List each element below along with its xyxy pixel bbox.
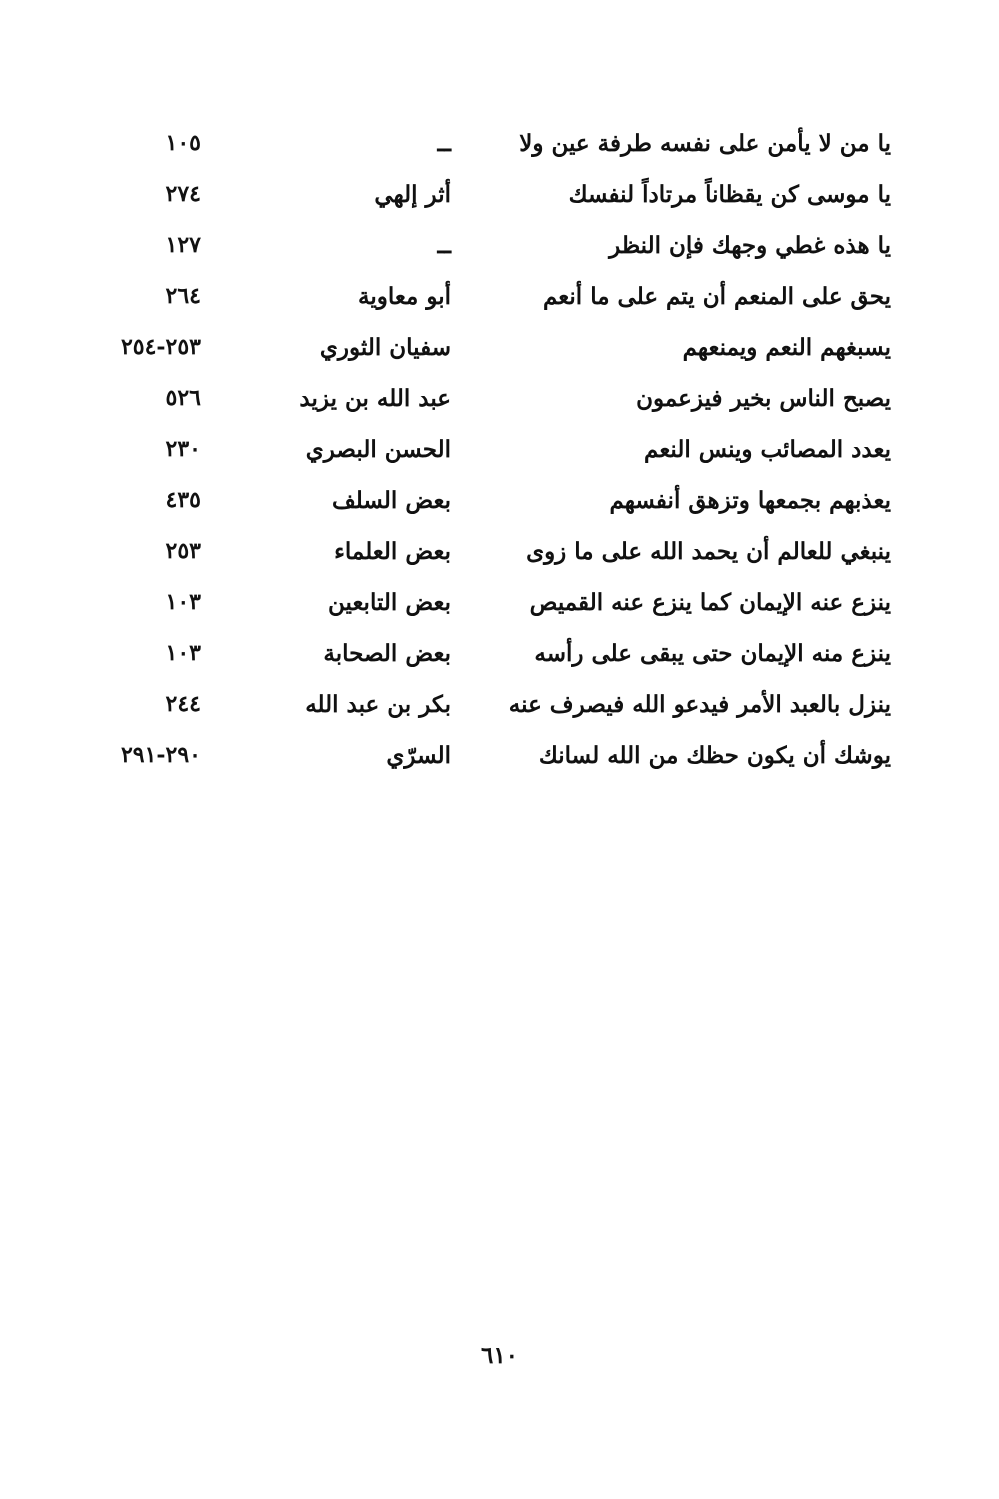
source-name: بعض الصحابة <box>323 640 451 667</box>
saying-text: يا هذه غطي وجهك فإن النظر <box>609 232 891 259</box>
index-row <box>91 169 891 220</box>
page-reference: ١٠٣ <box>165 640 201 666</box>
source-name: ــ <box>437 130 451 157</box>
saying-text: ينبغي للعالم أن يحمد الله على ما زوى <box>526 538 891 565</box>
page-reference: ١٢٧ <box>165 232 201 258</box>
index-row <box>91 475 891 526</box>
index-row <box>91 373 891 424</box>
saying-text: يصبح الناس بخير فيزعمون <box>636 385 891 412</box>
page-reference: ٢٩٠-٢٩١ <box>120 742 201 768</box>
source-name: عبد الله بن يزيد <box>299 385 451 412</box>
saying-text: يعدد المصائب وينس النعم <box>644 436 891 463</box>
page-reference: ٢٣٠ <box>165 436 201 462</box>
source-name: السرّي <box>386 742 451 769</box>
source-name: أبو معاوية <box>358 283 451 310</box>
source-name: بعض التابعين <box>328 589 451 616</box>
index-row <box>91 220 891 271</box>
saying-text: يا من لا يأمن على نفسه طرفة عين ولا <box>519 130 891 157</box>
saying-text: يسبغهم النعم ويمنعهم <box>682 334 891 361</box>
source-name: ــ <box>437 232 451 259</box>
source-name: الحسن البصري <box>305 436 451 463</box>
index-row <box>91 424 891 475</box>
page-reference: ٢٥٣ <box>165 538 201 564</box>
index-row <box>91 271 891 322</box>
index-row <box>91 322 891 373</box>
source-name: سفيان الثوري <box>319 334 451 361</box>
saying-text: ينزع منه الإيمان حتى يبقى على رأسه <box>534 640 891 667</box>
page-reference: ٥٢٦ <box>165 385 201 411</box>
saying-text: يا موسى كن يقظاناً مرتاداً لنفسك <box>568 181 891 208</box>
index-row <box>91 526 891 577</box>
page-reference: ٢٥٣-٢٥٤ <box>120 334 201 360</box>
index-row <box>91 628 891 679</box>
index-row <box>91 118 891 169</box>
page-reference: ٢٤٤ <box>165 691 201 717</box>
source-name: بكر بن عبد الله <box>305 691 451 718</box>
saying-text: يحق على المنعم أن يتم على ما أنعم <box>543 283 891 310</box>
page-reference: ١٠٣ <box>165 589 201 615</box>
page-reference: ١٠٥ <box>165 130 201 156</box>
saying-text: يعذبهم بجمعها وتزهق أنفسهم <box>609 487 891 514</box>
saying-text: ينزع عنه الإيمان كما ينزع عنه القميص <box>529 589 891 616</box>
index-table <box>91 118 891 781</box>
page-reference: ٢٧٤ <box>165 181 201 207</box>
page-reference: ٤٣٥ <box>165 487 201 513</box>
source-name: بعض العلماء <box>334 538 451 565</box>
page-reference: ٢٦٤ <box>165 283 201 309</box>
index-row <box>91 679 891 730</box>
saying-text: يوشك أن يكون حظك من الله لسانك <box>538 742 891 769</box>
index-row <box>91 730 891 781</box>
saying-text: ينزل بالعبد الأمر فيدعو الله فيصرف عنه <box>508 691 891 718</box>
index-row <box>91 577 891 628</box>
source-name: بعض السلف <box>331 487 451 514</box>
source-name: أثر إلهي <box>374 181 451 208</box>
page-number: ٦١٠ <box>480 1342 519 1369</box>
